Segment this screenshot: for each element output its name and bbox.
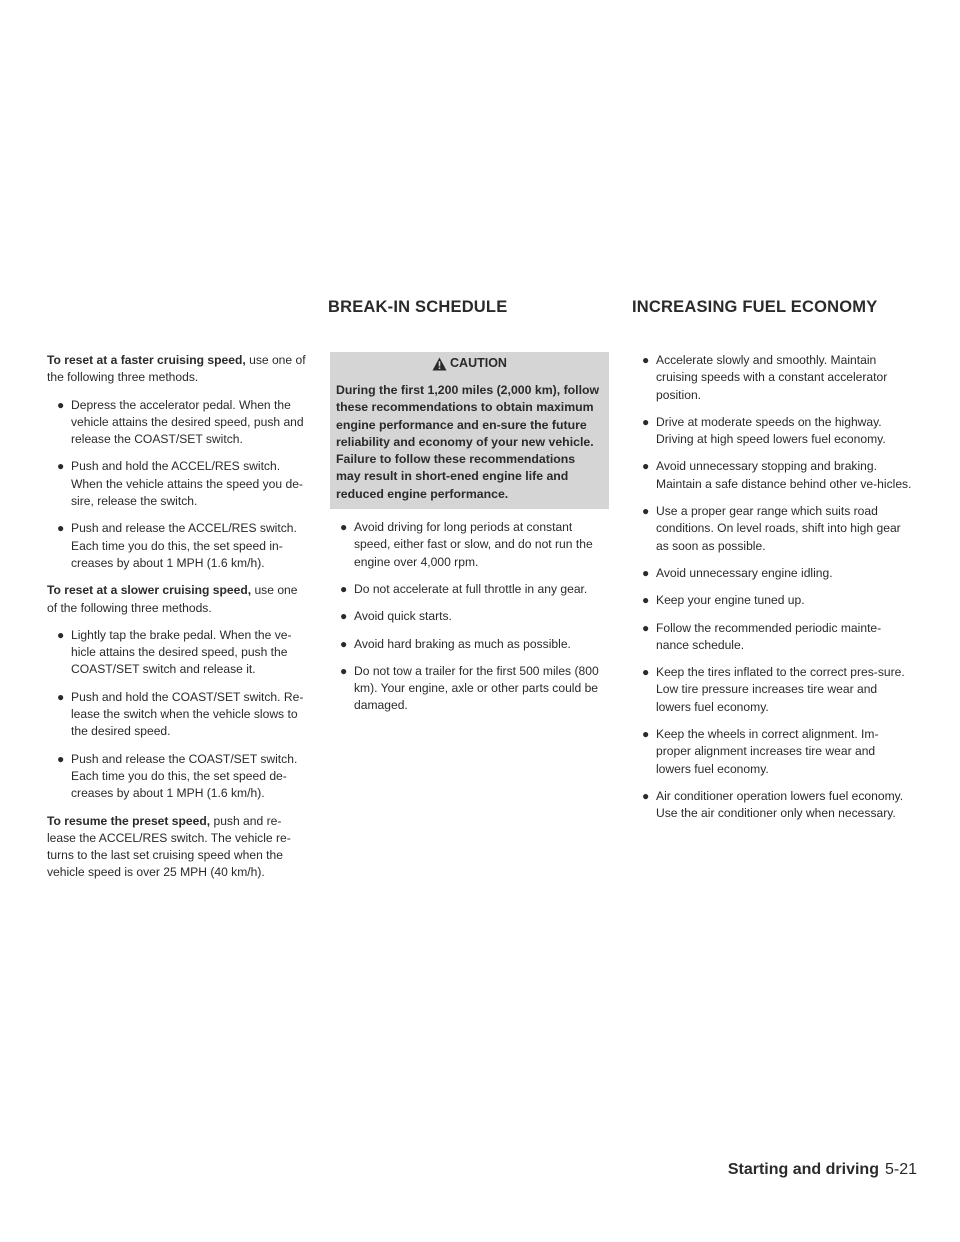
list-item-text: Avoid hard braking as much as possible. xyxy=(354,636,571,651)
list-item xyxy=(47,627,309,679)
faster-rest: use one of the following three methods. xyxy=(47,353,306,385)
list-item xyxy=(330,636,609,653)
list-item-text: Keep the tires inflated to the correct pres-sure. Low tire pressure increases tire wear and lowers fuel economy. xyxy=(656,665,905,714)
list-item xyxy=(632,726,912,778)
list-item xyxy=(632,414,912,449)
bullet-icon: ● xyxy=(340,636,348,651)
bullet-icon: ● xyxy=(642,593,650,608)
list-item-text: Do not tow a trailer for the first 500 miles (800 km). Your engine, axle or other parts could be damaged. xyxy=(354,663,599,713)
page-footer xyxy=(728,1161,917,1179)
resume-rest: push and re-lease the ACCEL/RES switch. The vehicle re-turns to the last set cruising speed when the vehicle speed is over 25 MPH (40 km/h). xyxy=(47,813,291,880)
list-item xyxy=(330,608,609,625)
bullet-icon: ● xyxy=(642,788,650,803)
list-item xyxy=(632,592,912,609)
column-break-in xyxy=(330,352,609,725)
list-item-text: Drive at moderate speeds on the highway. Driving at high speed lowers fuel economy. xyxy=(656,414,886,447)
bullet-icon: ● xyxy=(340,663,348,678)
fuel-economy-list xyxy=(632,352,912,823)
column-fuel-economy xyxy=(632,352,912,833)
bullet-icon: ● xyxy=(642,504,650,519)
faster-list xyxy=(47,397,309,573)
slower-intro xyxy=(47,582,309,617)
bullet-icon: ● xyxy=(57,627,65,642)
bullet-icon: ● xyxy=(57,751,65,766)
break-in-list xyxy=(330,519,609,715)
list-item xyxy=(632,352,912,404)
bullet-icon: ● xyxy=(340,609,348,624)
list-item-text: Depress the accelerator pedal. When the vehicle attains the desired speed, push and release the COAST/SET switch. xyxy=(71,397,304,447)
heading-break-in-schedule: BREAK-IN SCHEDULE xyxy=(328,298,508,316)
list-item-text: Push and hold the COAST/SET switch. Re-lease the switch when the vehicle slows to the desired speed. xyxy=(71,689,304,739)
page-number: 5-21 xyxy=(884,1161,917,1178)
list-item-text: Do not accelerate at full throttle in any gear. xyxy=(354,581,588,596)
list-item xyxy=(330,663,609,715)
bullet-icon: ● xyxy=(642,459,650,474)
bullet-icon: ● xyxy=(57,521,65,536)
list-item xyxy=(632,503,912,555)
list-item xyxy=(330,519,609,571)
bullet-icon: ● xyxy=(642,565,650,580)
list-item xyxy=(632,620,912,655)
faster-intro xyxy=(47,352,309,387)
caution-header xyxy=(330,352,609,376)
list-item xyxy=(330,581,609,598)
footer-section-title: Starting and driving xyxy=(727,1161,879,1178)
bullet-icon: ● xyxy=(340,520,348,535)
slower-rest: use one of the following three methods. xyxy=(47,583,298,615)
list-item-text: Keep the wheels in correct alignment. Im-proper alignment increases tire wear and lowers fuel economy. xyxy=(656,727,879,776)
bullet-icon: ● xyxy=(642,353,650,367)
slower-list xyxy=(47,627,309,803)
list-item-text: Push and release the COAST/SET switch. Each time you do this, the set speed de-creases by about 1 MPH (1.6 km/h). xyxy=(71,751,298,801)
list-item-text: Avoid quick starts. xyxy=(354,609,452,624)
list-item xyxy=(632,565,912,582)
resume-lead: To resume the preset speed, xyxy=(47,813,211,828)
list-item-text: Push and release the ACCEL/RES switch. Each time you do this, the set speed in-creases by about 1 MPH (1.6 km/h). xyxy=(71,521,297,570)
slower-lead: To reset at a slower cruising speed, xyxy=(47,583,252,598)
list-item xyxy=(632,788,912,823)
list-item-text: Keep your engine tuned up. xyxy=(656,593,805,608)
bullet-icon: ● xyxy=(642,620,650,635)
bullet-icon: ● xyxy=(642,414,650,429)
list-item xyxy=(632,458,912,493)
list-item-text: Avoid driving for long periods at constant speed, either fast or slow, and do not run the engine over 4,000 rpm. xyxy=(354,520,593,569)
list-item-text: Push and hold the ACCEL/RES switch. When the vehicle attains the speed you de-sire, release the switch. xyxy=(71,459,303,509)
bullet-icon: ● xyxy=(57,689,65,704)
list-item-text: Use a proper gear range which suits road conditions. On level roads, shift into high gear as soon as possible. xyxy=(656,504,901,553)
bullet-icon: ● xyxy=(642,727,650,742)
warning-icon xyxy=(432,357,447,371)
list-item xyxy=(47,458,309,510)
list-item xyxy=(47,397,309,449)
heading-increasing-fuel-economy: INCREASING FUEL ECONOMY xyxy=(632,298,878,316)
bullet-icon: ● xyxy=(340,581,348,596)
faster-lead: To reset at a faster cruising speed, xyxy=(47,353,246,367)
list-item-text: Air conditioner operation lowers fuel economy. Use the air conditioner only when necessary. xyxy=(656,788,904,821)
list-item-text: Avoid unnecessary stopping and braking. Maintain a safe distance behind other ve-hicles. xyxy=(656,459,912,491)
caution-text: During the first 1,200 miles (2,000 km), follow these recommendations to obtain maximum engine performance and en-sure the future reliability and economy of your new vehicle. Failure to follow these recommendations may result in short-ened engine life and reduced engine performance. xyxy=(336,383,600,501)
list-item-text: Follow the recommended periodic mainte-nance schedule. xyxy=(656,620,882,652)
list-item xyxy=(632,664,912,716)
list-item xyxy=(47,751,309,803)
list-item-text: Avoid unnecessary engine idling. xyxy=(656,565,833,580)
bullet-icon: ● xyxy=(57,397,65,412)
column-cruise-control xyxy=(47,352,309,892)
list-item xyxy=(47,689,309,741)
bullet-icon: ● xyxy=(57,459,65,474)
resume-paragraph xyxy=(47,813,309,882)
bullet-icon: ● xyxy=(642,665,650,680)
list-item-text: Accelerate slowly and smoothly. Maintain cruising speeds with a constant accelerator position. xyxy=(656,353,888,402)
list-item-text: Lightly tap the brake pedal. When the ve-hicle attains the desired speed, push the COAST/SET switch and release it. xyxy=(71,627,292,677)
caution-title: CAUTION xyxy=(450,356,507,371)
list-item xyxy=(47,520,309,572)
caution-box xyxy=(330,352,609,509)
